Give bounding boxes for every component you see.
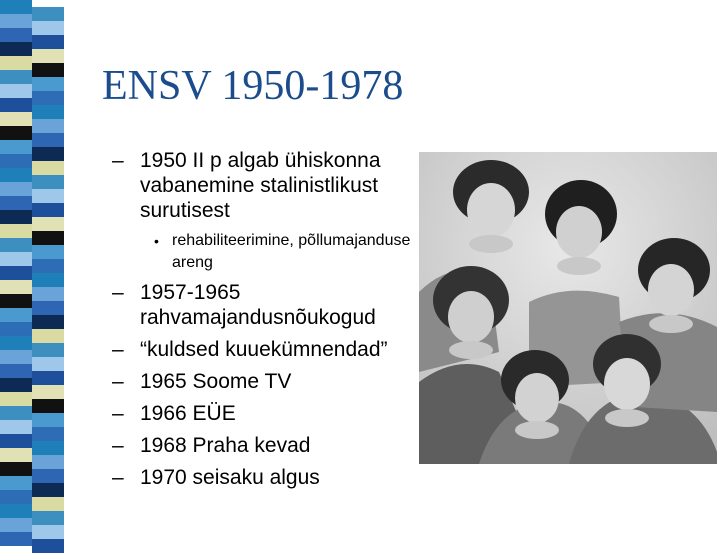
stripe-band xyxy=(32,189,64,203)
stripe-band xyxy=(0,490,32,504)
bullet-item xyxy=(112,148,432,223)
stripe-band xyxy=(0,266,32,280)
stripe-band xyxy=(0,154,32,168)
bullet-text: “kuldsed kuuekümnendad” xyxy=(140,338,388,361)
stripe-band xyxy=(0,378,32,392)
dash-icon: – xyxy=(112,370,124,393)
stripe-band xyxy=(0,462,32,476)
stripe-band xyxy=(0,434,32,448)
stripe-band xyxy=(32,175,64,189)
stripe-band xyxy=(32,35,64,49)
dash-icon: – xyxy=(112,338,124,361)
stripe-band xyxy=(0,112,32,126)
bullet-item xyxy=(112,369,432,394)
stripe-band xyxy=(32,63,64,77)
stripe-band xyxy=(32,7,64,21)
stripe-band xyxy=(0,0,32,14)
bullet-item xyxy=(112,433,432,458)
stripe-band xyxy=(32,259,64,273)
stripe-band xyxy=(0,84,32,98)
stripe-band xyxy=(32,343,64,357)
bullet-text: 1965 Soome TV xyxy=(140,370,292,393)
stripe-band xyxy=(0,252,32,266)
stripe-band xyxy=(32,371,64,385)
stripe-band xyxy=(0,168,32,182)
stripe-band xyxy=(0,364,32,378)
bullet-text: 1968 Praha kevad xyxy=(140,434,311,457)
stripe-band xyxy=(32,245,64,259)
stripe-band xyxy=(32,301,64,315)
bullet-item xyxy=(112,280,432,330)
bullet-text: 1950 II p algab ühiskonna vabanemine stalinistlikust surutisest xyxy=(140,149,381,222)
stripe-band xyxy=(32,203,64,217)
stripe-band xyxy=(0,532,32,546)
stripe-band xyxy=(0,336,32,350)
stripe-band xyxy=(32,469,64,483)
stripe-band xyxy=(0,448,32,462)
stripe-band xyxy=(32,287,64,301)
stripe-band xyxy=(0,196,32,210)
stripe-band xyxy=(0,238,32,252)
photo-image xyxy=(419,152,717,464)
stripe-band xyxy=(0,98,32,112)
stripe-band xyxy=(0,392,32,406)
stripe-band xyxy=(32,119,64,133)
stripe-band xyxy=(0,126,32,140)
stripe-band xyxy=(0,322,32,336)
slide-title: ENSV 1950-1978 xyxy=(102,63,404,109)
stripe-band xyxy=(32,427,64,441)
stripe-band xyxy=(32,385,64,399)
stripe-band xyxy=(32,315,64,329)
stripe-band xyxy=(0,70,32,84)
stripe-band xyxy=(32,77,64,91)
stripe-band xyxy=(32,21,64,35)
stripe-band xyxy=(32,497,64,511)
dash-icon: – xyxy=(112,281,124,304)
stripe-band xyxy=(0,140,32,154)
stripe-band xyxy=(32,441,64,455)
stripe-band xyxy=(32,133,64,147)
dash-icon: – xyxy=(112,434,124,457)
stripe-band xyxy=(32,357,64,371)
stripe-band xyxy=(32,49,64,63)
stripe-band xyxy=(0,476,32,490)
stripe-band xyxy=(32,147,64,161)
stripe-band xyxy=(0,224,32,238)
dash-icon: – xyxy=(112,466,124,489)
stripe-band xyxy=(32,329,64,343)
bullet-text: 1966 EÜE xyxy=(140,402,236,425)
stripe-band xyxy=(32,231,64,245)
stripe-band xyxy=(0,420,32,434)
stripe-band xyxy=(0,518,32,532)
bullet-list xyxy=(112,148,432,497)
stripe-band xyxy=(0,294,32,308)
stripe-band xyxy=(0,504,32,518)
stripe-band xyxy=(32,413,64,427)
stripe-band xyxy=(32,539,64,553)
dash-icon: – xyxy=(112,149,124,172)
stripe-band xyxy=(32,91,64,105)
bullet-text: 1957-1965 rahvamajandusnõukogud xyxy=(140,281,376,329)
stripe-band xyxy=(0,350,32,364)
stripe-band xyxy=(0,308,32,322)
stripe-band xyxy=(32,105,64,119)
stripe-band xyxy=(32,273,64,287)
stripe-band xyxy=(32,217,64,231)
stripe-band xyxy=(32,511,64,525)
bullet-item xyxy=(112,401,432,426)
sub-bullet-text: rehabiliteerimine, põllumajanduse areng xyxy=(172,232,411,271)
stripe-band xyxy=(32,483,64,497)
stripe-band xyxy=(0,14,32,28)
stripe-band xyxy=(0,406,32,420)
sub-bullet-item xyxy=(112,230,432,274)
bullet-dot-icon: • xyxy=(154,233,159,249)
stripe-band xyxy=(0,210,32,224)
stripe-band xyxy=(32,161,64,175)
dash-icon: – xyxy=(112,402,124,425)
bullet-item xyxy=(112,465,432,490)
stripe-band xyxy=(0,28,32,42)
stripe-band xyxy=(0,42,32,56)
stripe-band xyxy=(0,280,32,294)
decorative-stripe xyxy=(0,0,64,546)
stripe-band xyxy=(0,182,32,196)
stripe-band xyxy=(32,525,64,539)
bullet-item xyxy=(112,337,432,362)
stripe-band xyxy=(32,399,64,413)
stripe-band xyxy=(0,56,32,70)
bullet-text: 1970 seisaku algus xyxy=(140,466,320,489)
stripe-band xyxy=(32,455,64,469)
